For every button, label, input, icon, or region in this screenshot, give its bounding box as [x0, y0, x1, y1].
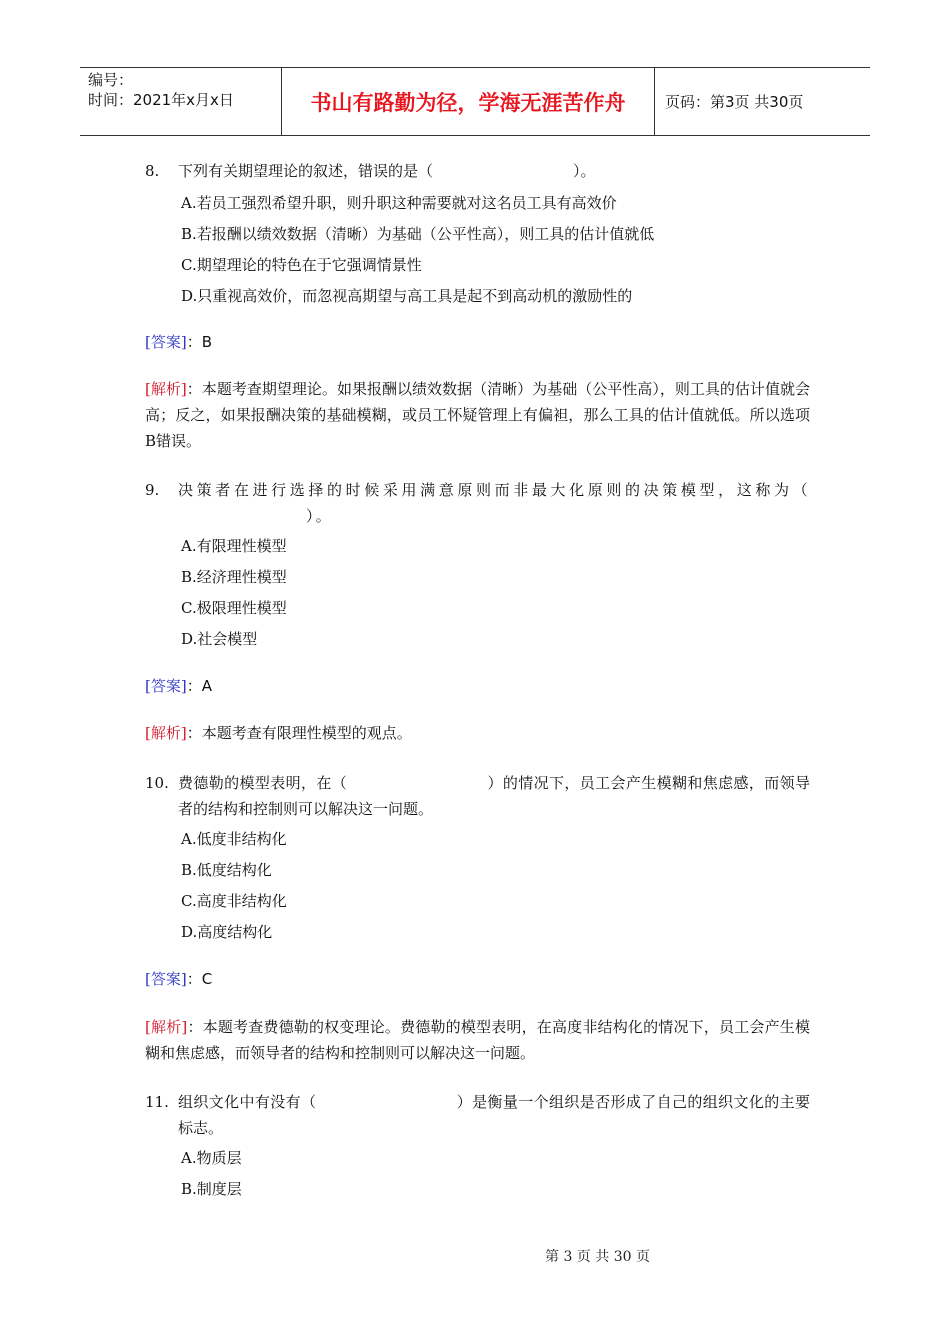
option-a: A.若员工强烈希望升职，则升职这种需要就对这名员工具有高效价 [181, 194, 617, 212]
question-number: 11. [145, 1093, 169, 1111]
question-stem: 费德勒的模型表明，在（ [178, 774, 348, 792]
answer-line [145, 329, 810, 355]
answer-value: ：A [186, 677, 212, 695]
explanation-text: ：本题考查期望理论。如果报酬以绩效数据（清晰）为基础（公平性高），则工具的估计值就会高；反之，如果报酬决策的基础模糊，或员工怀疑管理上有偏袒，那么工具的估计值就低。所以选项B错误。 [145, 380, 810, 450]
question-stem: 决策者在进行选择的时候采用满意原则而非最大化原则的决策模型，这称为（ [178, 481, 810, 499]
explanation [145, 376, 810, 454]
question-stem: 组织文化中有没有（ [178, 1093, 317, 1111]
option-d: D.社会模型 [181, 630, 258, 648]
explanation-label: [解析] [145, 380, 187, 398]
option-b: B.制度层 [181, 1180, 242, 1198]
option-b: B.经济理性模型 [181, 568, 287, 586]
answer-value: ：C [186, 970, 213, 988]
question-stem: 下列有关期望理论的叙述，错误的是（ [178, 162, 434, 180]
explanation [145, 1014, 810, 1066]
answer-label: [答案] [145, 333, 187, 351]
option-c: C.期望理论的特色在于它强调情景性 [181, 256, 422, 274]
option-b: B.低度结构化 [181, 861, 272, 879]
answer-value: ：B [186, 333, 213, 351]
option-a: A.低度非结构化 [181, 830, 287, 848]
page-header [80, 67, 870, 136]
answer-line [145, 673, 810, 699]
question-10: 10. 费德勒的模型表明，在（ ）的情况下，员工会产生模糊和焦虑感，而领导者的结构和控制则可以解决这一问题。 [145, 770, 810, 822]
question-number: 10. [145, 774, 169, 792]
option-a: A.有限理性模型 [181, 537, 287, 555]
answer-label: [答案] [145, 970, 187, 988]
question-11: 11. 组织文化中有没有（ ）是衡量一个组织是否形成了自己的组织文化的主要标志。 [145, 1089, 810, 1141]
question-number: 8. [145, 162, 160, 180]
question-number: 9. [145, 481, 160, 499]
option-c: C.极限理性模型 [181, 599, 287, 617]
page-footer: 第 3 页 共 30 页 [545, 1249, 650, 1265]
answer-line [145, 966, 810, 992]
answer-label: [答案] [145, 677, 187, 695]
header-page-info: 页码：第3页 共30页 [665, 93, 804, 111]
serial-label: 编号： [88, 71, 134, 89]
option-c: C.高度非结构化 [181, 892, 287, 910]
option-a: A.物质层 [181, 1149, 242, 1167]
explanation [145, 720, 810, 746]
header-meta [80, 68, 282, 135]
time-label: 时间：2021年x月x日 [88, 91, 234, 109]
header-motto: 书山有路勤为径，学海无涯苦作舟 [282, 68, 655, 135]
question-8: 8. 下列有关期望理论的叙述，错误的是（ ）。 [145, 158, 810, 184]
option-b: B.若报酬以绩效数据（清晰）为基础（公平性高），则工具的估计值就低 [181, 225, 655, 243]
option-d: D.只重视高效价，而忽视高期望与高工具是起不到高动机的激励性的 [181, 287, 633, 305]
question-9: 9. 决策者在进行选择的时候采用满意原则而非最大化原则的决策模型，这称为（）。 [145, 477, 810, 529]
explanation-text: ：本题考查有限理性模型的观点。 [186, 724, 412, 742]
explanation-label: [解析] [145, 1018, 188, 1036]
explanation-label: [解析] [145, 724, 187, 742]
explanation-text: ：本题考查费德勒的权变理论。费德勒的模型表明，在高度非结构化的情况下，员工会产生模糊和焦虑感，而领导者的结构和控制则可以解决这一问题。 [145, 1018, 810, 1062]
option-d: D.高度结构化 [181, 923, 273, 941]
